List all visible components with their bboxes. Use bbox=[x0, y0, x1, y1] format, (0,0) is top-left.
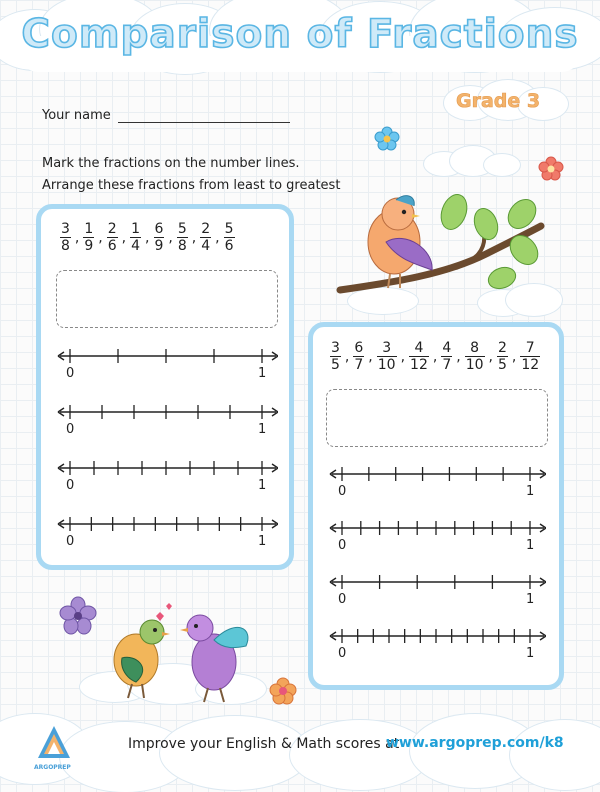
separator: , bbox=[168, 229, 173, 246]
fraction-numerator: 6 bbox=[154, 221, 164, 237]
fraction bbox=[200, 221, 211, 254]
separator: , bbox=[488, 348, 493, 365]
answer-box-left[interactable] bbox=[56, 270, 278, 328]
grade-label: Grade 3 bbox=[456, 90, 541, 112]
fraction-denominator: 6 bbox=[107, 238, 117, 255]
fraction bbox=[177, 221, 188, 254]
fraction-denominator: 4 bbox=[131, 238, 141, 255]
fraction-numerator: 2 bbox=[497, 340, 507, 356]
fraction-denominator: 8 bbox=[177, 238, 187, 255]
number-line-end-label: 1 bbox=[258, 478, 267, 493]
separator: , bbox=[456, 348, 461, 365]
fraction bbox=[409, 340, 429, 373]
separator: , bbox=[368, 348, 373, 365]
fraction-denominator: 6 bbox=[224, 238, 234, 255]
page-title: Comparison of Fractions bbox=[21, 12, 579, 57]
fraction-denominator: 4 bbox=[201, 238, 211, 255]
fraction-numerator: 3 bbox=[61, 221, 70, 237]
number-line-start-label: 0 bbox=[66, 366, 75, 381]
fraction bbox=[377, 340, 397, 373]
number-line-start-label: 0 bbox=[66, 422, 75, 437]
fraction-numerator: 4 bbox=[442, 340, 452, 356]
number-line bbox=[54, 512, 278, 536]
orange-flower-icon bbox=[268, 676, 298, 706]
separator: , bbox=[511, 348, 517, 365]
fraction-denominator: 10 bbox=[465, 357, 484, 374]
fraction-denominator: 12 bbox=[410, 357, 428, 374]
name-label: Your name bbox=[42, 108, 111, 123]
fraction-denominator: 9 bbox=[84, 238, 94, 255]
number-line bbox=[54, 344, 278, 368]
fraction-numerator: 8 bbox=[470, 340, 480, 356]
separator: , bbox=[98, 229, 103, 246]
separator: , bbox=[74, 229, 80, 246]
separator: , bbox=[145, 229, 150, 246]
separator: , bbox=[215, 229, 220, 246]
fraction bbox=[130, 221, 141, 254]
fraction-numerator: 7 bbox=[525, 340, 535, 356]
fraction bbox=[107, 221, 118, 254]
fraction-numerator: 4 bbox=[414, 340, 424, 356]
fraction-numerator: 1 bbox=[131, 221, 141, 237]
fraction-denominator: 5 bbox=[497, 357, 507, 374]
fraction bbox=[330, 340, 341, 373]
fraction-numerator: 1 bbox=[84, 221, 94, 237]
number-line-start-label: 0 bbox=[66, 534, 75, 549]
fraction bbox=[83, 221, 94, 254]
logo-text: ARGOPREP bbox=[34, 764, 71, 771]
fraction bbox=[520, 340, 540, 373]
fraction bbox=[353, 340, 364, 373]
fraction-numerator: 5 bbox=[224, 221, 234, 237]
fraction-denominator: 8 bbox=[61, 238, 70, 255]
number-line-end-label: 1 bbox=[526, 592, 535, 607]
number-line-start-label: 0 bbox=[338, 484, 347, 499]
purple-flower-icon bbox=[58, 596, 98, 636]
fraction-denominator: 5 bbox=[331, 357, 340, 374]
number-line-start-label: 0 bbox=[338, 592, 347, 607]
fraction bbox=[154, 221, 165, 254]
blue-flower-icon bbox=[372, 124, 402, 154]
number-line-end-label: 1 bbox=[526, 484, 535, 499]
argoprep-logo-icon bbox=[36, 724, 72, 764]
two-birds-illustration bbox=[96, 598, 256, 708]
number-line bbox=[326, 516, 546, 540]
separator: , bbox=[344, 348, 350, 365]
number-line bbox=[326, 624, 546, 648]
number-line bbox=[54, 400, 278, 424]
footer-link[interactable]: www.argoprep.com/k8 bbox=[386, 735, 564, 751]
separator: , bbox=[121, 229, 127, 246]
fraction-numerator: 2 bbox=[201, 221, 211, 237]
number-line-end-label: 1 bbox=[258, 366, 267, 381]
fraction bbox=[497, 340, 508, 373]
number-line-end-label: 1 bbox=[258, 534, 267, 549]
bird-on-branch-illustration bbox=[336, 190, 546, 310]
number-line bbox=[54, 456, 278, 480]
separator: , bbox=[191, 229, 197, 246]
red-flower-icon bbox=[536, 154, 566, 184]
number-line-end-label: 1 bbox=[526, 646, 535, 661]
fraction-denominator: 7 bbox=[442, 357, 452, 374]
fraction-denominator: 12 bbox=[521, 357, 540, 374]
number-line-start-label: 0 bbox=[338, 646, 347, 661]
fraction-denominator: 7 bbox=[354, 357, 364, 374]
number-line-end-label: 1 bbox=[258, 422, 267, 437]
fraction-numerator: 5 bbox=[177, 221, 187, 237]
instruction-1: Mark the fractions on the number lines. bbox=[42, 156, 300, 171]
number-line-end-label: 1 bbox=[526, 538, 535, 553]
fraction bbox=[441, 340, 452, 373]
fraction bbox=[60, 221, 71, 254]
fraction-numerator: 6 bbox=[354, 340, 364, 356]
number-line-start-label: 0 bbox=[66, 478, 75, 493]
number-line bbox=[326, 570, 546, 594]
fraction-list-left bbox=[60, 221, 235, 254]
fraction-numerator: 3 bbox=[382, 340, 392, 356]
fraction-denominator: 9 bbox=[154, 238, 164, 255]
fraction-list-right bbox=[330, 340, 540, 373]
fraction-numerator: 3 bbox=[331, 340, 340, 356]
separator: , bbox=[432, 348, 438, 365]
fraction-numerator: 2 bbox=[107, 221, 117, 237]
instruction-2: Arrange these fractions from least to greatest bbox=[42, 178, 341, 193]
name-field[interactable] bbox=[118, 122, 290, 123]
fraction-denominator: 10 bbox=[377, 357, 396, 374]
fraction bbox=[224, 221, 235, 254]
footer-text: Improve your English & Math scores at bbox=[128, 736, 400, 752]
number-line bbox=[326, 462, 546, 486]
separator: , bbox=[400, 348, 406, 365]
answer-box-right[interactable] bbox=[326, 389, 548, 447]
fraction bbox=[465, 340, 485, 373]
number-line-start-label: 0 bbox=[338, 538, 347, 553]
